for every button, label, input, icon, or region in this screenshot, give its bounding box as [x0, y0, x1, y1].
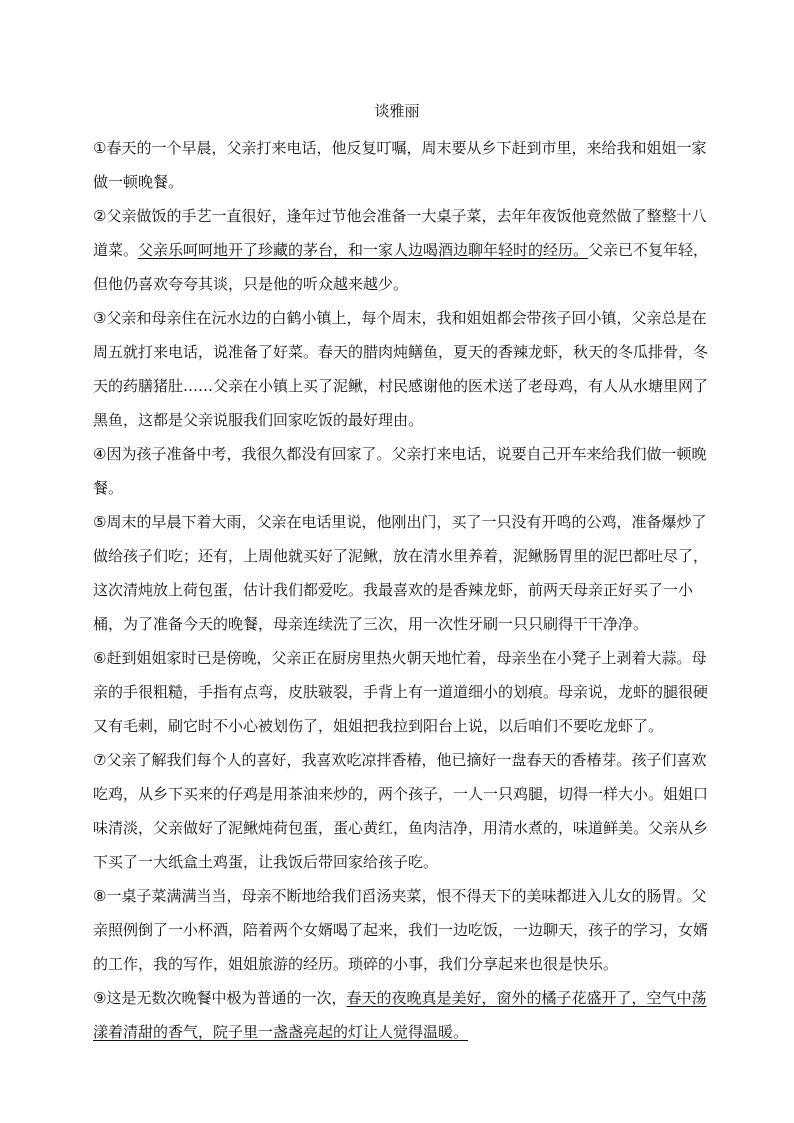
paragraph-6 [93, 641, 711, 743]
paragraph-text: ②父亲做饭的手艺一直很好，逢年过节他会准备一大桌子菜，去年年夜饭他竟然做了整整十八道菜。 [93, 207, 707, 259]
paragraph-text: ③父亲和母亲住在沅水边的白鹤小镇上，每个周末，我和姐姐都会带孩子回小镇，父亲总是在周五就打来电话，说准备了好菜。春天的腊肉炖鳝鱼，夏天的香辣龙虾，秋天的冬瓜排骨，冬天的药膳猪肚……父亲在小镇上买了泥鳅，村民感谢他的医术送了老母鸡，有人从水塘里网了黑鱼，这都是父亲说服我们回家吃饭的最好理由。 [93, 309, 709, 429]
paragraph-text: ①春天的一个早晨，父亲打来电话，他反复叮嘱，周末要从乡下赶到市里，来给我和姐姐一家做一顿晚餐。 [93, 139, 707, 191]
paragraph-text: ⑨这是无数次晚餐中极为普通的一次， [93, 989, 347, 1007]
underlined-sentence: 父亲乐呵呵地开了珍藏的茅台，和一家人边喝酒边聊年轻时的经历。 [138, 241, 589, 259]
paragraph-text: ⑤周末的早晨下着大雨，父亲在电话里说，他刚出门，买了一只没有开鸣的公鸡，准备爆炒了做给孩子们吃；还有，上周他就买好了泥鳅，放在清水里养着，泥鳅肠胃里的泥巴都吐尽了，这次清炖放上荷包蛋，估计我们都爱吃。我最喜欢的是香辣龙虾，前两天母亲正好买了一小桶，为了准备今天的晚餐，母亲连续洗了三次，用一次性牙刷一只只刷得干干净净。 [93, 513, 709, 633]
underlined-sentence: 春天的夜晚真是美好，窗外的橘子花盛开了，空气中荡漾着清甜的香气，院子里一盏盏亮起的灯让人觉得温暖。 [93, 989, 707, 1041]
paragraph-text: ④因为孩子准备中考，我很久都没有回家了。父亲打来电话，说要自己开车来给我们做一顿晚餐。 [93, 445, 707, 497]
paragraph-8 [93, 879, 711, 981]
paragraph-9 [93, 981, 711, 1049]
paragraph-4 [93, 437, 711, 505]
paragraph-7 [93, 743, 711, 879]
paragraph-text: 父亲已不复年轻，但他仍喜欢夸夸其谈，只是他的听众越来越少。 [93, 241, 709, 293]
paragraph-1 [93, 131, 711, 199]
article-title: 谈雅丽 [374, 102, 420, 120]
paragraph-text: ⑥赶到姐姐家时已是傍晚，父亲正在厨房里热火朝天地忙着，母亲坐在小凳子上剥着大蒜。母亲的手很粗糙，手指有点弯，皮肤皲裂，手背上有一道道细小的划痕。母亲说，龙虾的腿很硬又有毛刺，刷它时不小心被划伤了，姐姐把我拉到阳台上说，以后咱们不要吃龙虾了。 [93, 649, 709, 735]
paragraph-2 [93, 199, 711, 301]
article-body [93, 131, 711, 1049]
paragraph-text: ⑦父亲了解我们每个人的喜好，我喜欢吃凉拌香椿，他已摘好一盘春天的香椿芽。孩子们喜欢吃鸡，从乡下买来的仔鸡是用茶油来炒的，两个孩子，一人一只鸡腿，切得一样大小。姐姐口味清淡，父亲做好了泥鳅炖荷包蛋，蛋心黄红，鱼肉洁净，用清水煮的，味道鲜美。父亲从乡下买了一大纸盒土鸡蛋，让我饭后带回家给孩子吃。 [93, 751, 709, 871]
paragraph-text: ⑧一桌子菜满满当当，母亲不断地给我们舀汤夹菜，恨不得天下的美味都进入儿女的肠胃。父亲照例倒了一小杯酒，陪着两个女婿喝了起来，我们一边吃饭，一边聊天，孩子的学习，女婿的工作，我的写作，姐姐旅游的经历。琐碎的小事，我们分享起来也很是快乐。 [93, 887, 709, 973]
paragraph-3 [93, 301, 711, 437]
paragraph-5 [93, 505, 711, 641]
